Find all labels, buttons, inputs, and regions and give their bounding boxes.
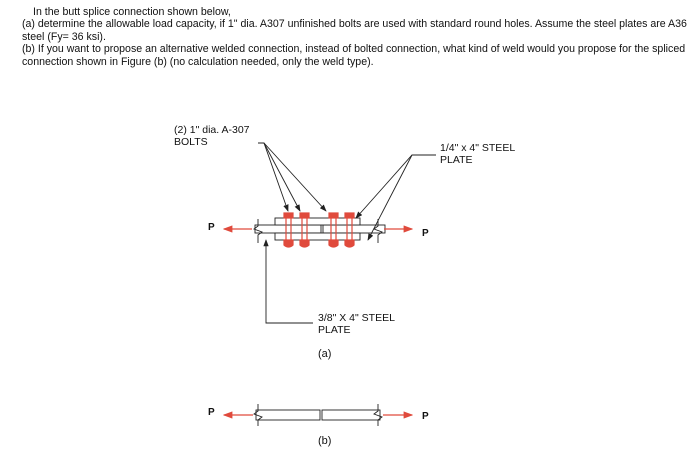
- caption-b: (b): [318, 435, 332, 447]
- welded-plates: [256, 410, 380, 420]
- figure-a: [224, 143, 436, 323]
- figure-b: [224, 404, 412, 426]
- question-part-a: (a) determine the allowable load capacity, if 1" dia. A307 unfinished bolts are used with standard round holes. Assume the steel plates are A36 steel (Fy= 36 ksi).: [22, 18, 687, 43]
- bolts-label: (2) 1" dia. A-307 BOLTS: [174, 124, 250, 148]
- load-label-left-a: P: [208, 222, 215, 233]
- caption-a: (a): [318, 348, 332, 360]
- bottom-plate-label: 3/8" X 4" STEEL PLATE: [318, 312, 395, 336]
- question-part-b: (b) If you want to propose an alternative welded connection, instead of bolted connection, what kind of weld would you propose for the spliced connection shown in Figure (b) (no calculation needed, only the weld type).: [22, 43, 686, 68]
- load-label-left-b: P: [208, 407, 215, 418]
- question-intro: In the butt splice connection shown below,: [33, 6, 231, 18]
- top-plate-label: 1/4" x 4" STEEL PLATE: [440, 142, 516, 166]
- bolts-leader: [258, 143, 326, 211]
- bottom-plate-leader: [266, 240, 313, 323]
- load-label-right-b: P: [422, 411, 429, 422]
- load-label-right-a: P: [422, 228, 429, 239]
- main-plates: [255, 225, 385, 233]
